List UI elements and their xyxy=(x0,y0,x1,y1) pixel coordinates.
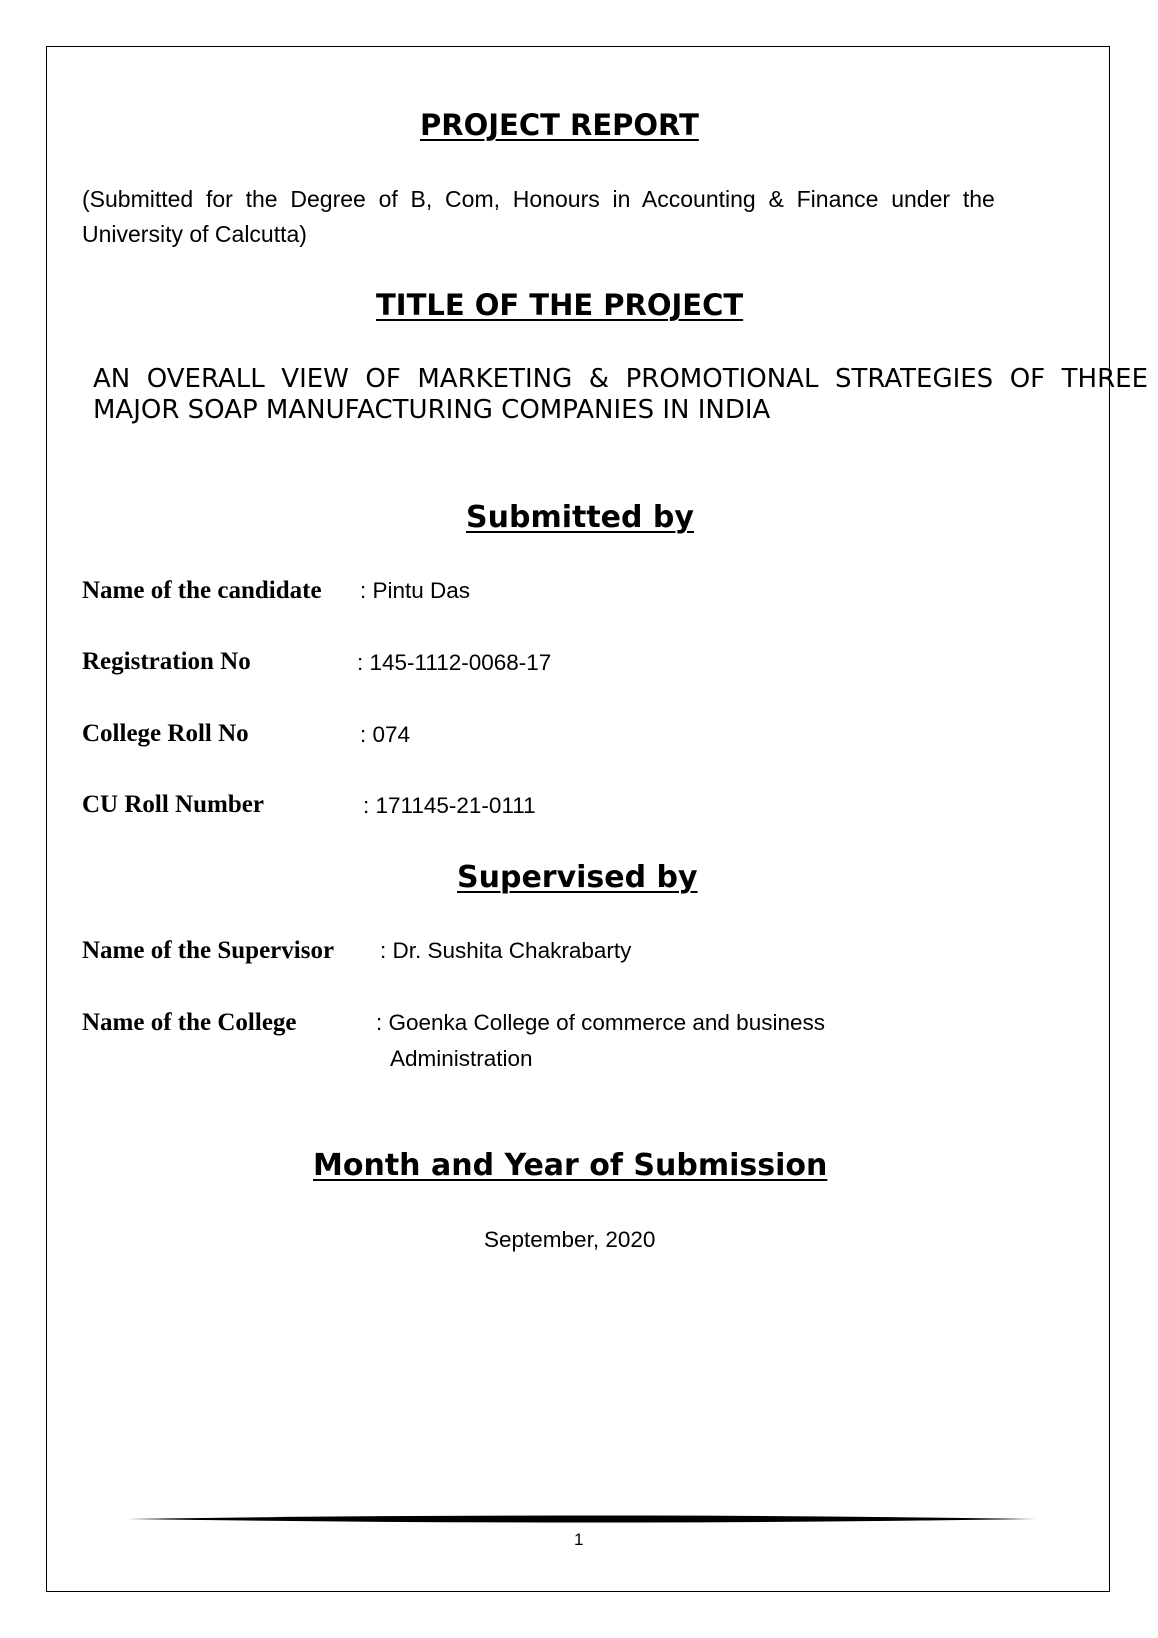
footer-divider xyxy=(128,1512,1036,1526)
submission-note-line1: (Submitted for the Degree of B, Com, Honours in Accounting & Finance under the xyxy=(82,186,995,212)
college-roll-value: : 074 xyxy=(360,722,411,747)
page-border xyxy=(46,46,1110,1592)
candidate-name-value: : Pintu Das xyxy=(360,578,471,603)
supervised-by-heading: Supervised by xyxy=(457,860,698,895)
registration-no-label: Registration No xyxy=(82,648,251,675)
candidate-name-label: Name of the candidate xyxy=(82,577,322,604)
cu-roll-label: CU Roll Number xyxy=(82,791,264,818)
cu-roll-value: : 171145-21-0111 xyxy=(363,793,536,818)
supervisor-label: Name of the Supervisor xyxy=(82,937,335,964)
submitted-by-heading: Submitted by xyxy=(466,500,694,535)
submission-date: September, 2020 xyxy=(484,1227,656,1252)
submission-note-line2: University of Calcutta) xyxy=(82,221,307,247)
submission-heading: Month and Year of Submission xyxy=(313,1148,828,1183)
project-title-line1: AN OVERALL VIEW OF MARKETING & PROMOTIONAL STRATEGIES OF THREE xyxy=(93,364,1149,394)
college-roll-label: College Roll No xyxy=(82,720,249,747)
college-value-line2: Administration xyxy=(390,1046,533,1071)
supervisor-value: : Dr. Sushita Chakrabarty xyxy=(380,938,632,963)
page-number: 1 xyxy=(574,1530,584,1549)
project-title-line2: MAJOR SOAP MANUFACTURING COMPANIES IN INDIA xyxy=(93,395,771,425)
college-value-line1: : Goenka College of commerce and business xyxy=(376,1010,825,1035)
registration-no-value: : 145-1112-0068-17 xyxy=(357,650,552,675)
project-title-heading: TITLE OF THE PROJECT xyxy=(376,288,744,322)
report-title: PROJECT REPORT xyxy=(420,108,699,142)
college-label: Name of the College xyxy=(82,1009,297,1036)
